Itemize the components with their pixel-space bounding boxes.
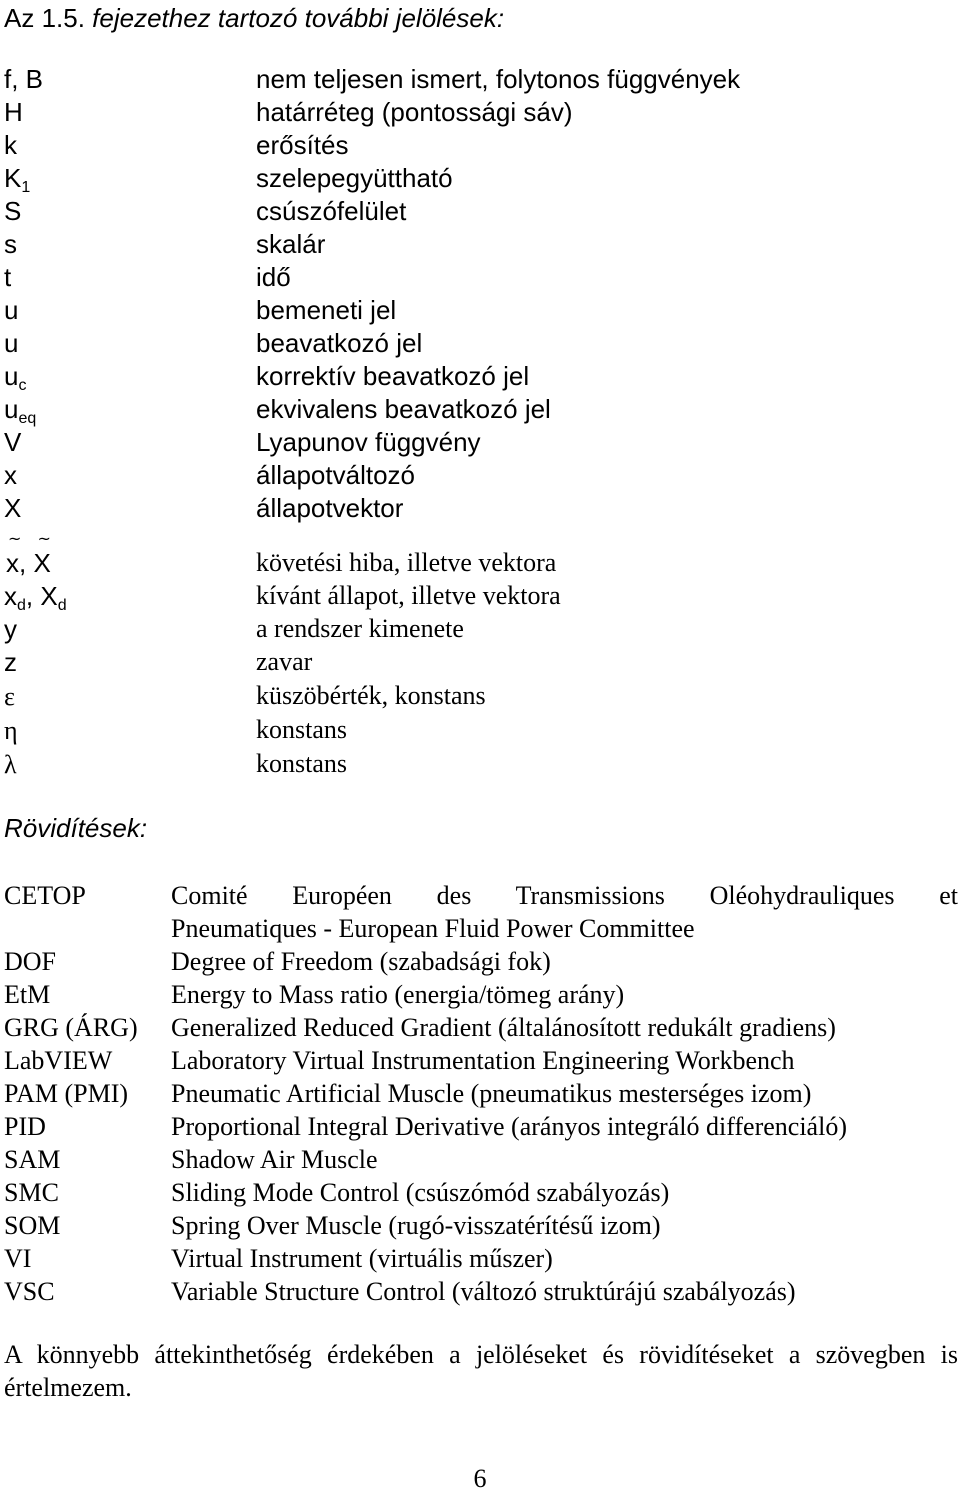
symbol-description: szelepegyüttható [256,163,453,193]
symbol-description: konstans [256,715,347,744]
symbol-description: határréteg (pontossági sáv) [256,97,573,127]
symbol-row [0,748,960,780]
section-heading [4,2,504,35]
symbol-description: erősítés [256,130,349,160]
symbol-row [0,96,960,128]
tilde-accent: ~ [8,529,22,548]
symbol-description: kívánt állapot, illetve vektora [256,581,561,610]
symbol: V [4,427,22,457]
symbol-base: u [4,361,19,391]
symbol-description: Lyapunov függvény [256,427,481,457]
symbol: u [4,328,19,358]
abbreviation: VI [4,1244,32,1273]
abbreviation: EtM [4,980,51,1009]
symbol [4,748,17,781]
symbol-row-desired-state [0,580,960,612]
symbol-row [0,646,960,678]
abbreviation-description-line: Comité Européen des Transmissions Oléohydrauliques et [171,881,958,910]
symbol: k [4,130,17,160]
symbol-description: konstans [256,749,347,778]
symbol-row [0,492,960,524]
symbol [4,393,36,425]
abbreviation: PAM (PMI) [4,1079,129,1108]
abbreviation-description: Sliding Mode Control (csúszómód szabályozás) [171,1178,670,1207]
symbol [6,529,51,579]
abbreviation: LabVIEW [4,1046,113,1075]
symbol-description: beavatkozó jel [256,328,423,358]
symbol-description: követési hiba, illetve vektora [256,548,557,577]
symbol-description: bemeneti jel [256,295,397,325]
abbreviation-description: Generalized Reduced Gradient (általánosított redukált gradiens) [171,1013,836,1042]
symbol-subscript: 1 [21,179,31,196]
abbreviation-description: Variable Structure Control (változó struktúrájú szabályozás) [171,1277,796,1306]
abbreviation-description: Shadow Air Muscle [171,1145,378,1174]
abbreviation-description: Spring Over Muscle (rugó-visszatérítésű izom) [171,1211,661,1240]
symbol-row [0,294,960,326]
symbol: z [4,647,17,677]
abbreviation: SOM [4,1211,61,1240]
symbol: f, B [4,64,44,94]
closing-paragraph [4,1338,958,1404]
symbol-row [0,393,960,425]
symbol-base: X [40,581,58,611]
symbol-row [0,459,960,491]
symbol-row [0,228,960,260]
symbol-row [0,129,960,161]
abbreviations-heading: Rövidítések: [4,813,148,843]
symbol-row [0,327,960,359]
abbreviation: VSC [4,1277,55,1306]
symbol-description: állapotvektor [256,493,404,523]
section-heading-lead: Az 1.5. [4,3,85,33]
symbol-separator: , [25,581,41,611]
symbol-description: idő [256,262,291,292]
symbol-row [0,680,960,712]
abbreviation-row [0,879,960,945]
abbreviation-description: Energy to Mass ratio (energia/tömeg arány) [171,980,625,1009]
symbol-description: zavar [256,647,313,676]
tilde-accent: ~ [37,529,51,548]
symbol-row [0,162,960,194]
symbol-description: nem teljesen ismert, folytonos függvények [256,64,741,94]
abbreviation-description: Laboratory Virtual Instrumentation Engineering Workbench [171,1046,795,1075]
symbol [4,714,18,747]
abbreviation: CETOP [4,881,86,910]
symbol-base: u [4,394,19,424]
abbreviation: GRG (ÁRG) [4,1013,138,1042]
abbreviation: DOF [4,947,57,976]
symbol-description: korrektív beavatkozó jel [256,361,530,391]
symbol: t [4,262,12,292]
symbol-subscript: eq [18,410,37,427]
symbol-base: K [4,163,22,193]
symbol-subscript: d [57,597,67,614]
symbol-subscript: d [17,597,26,614]
page-number: 6 [473,1464,487,1493]
symbol: x [4,460,17,490]
symbol-row [0,360,960,392]
abbreviation-description: Virtual Instrument (virtuális műszer) [171,1244,553,1273]
symbol-description: skalár [256,229,326,259]
symbol-row [0,63,960,95]
abbreviation: PID [4,1112,46,1141]
symbol [4,162,30,194]
symbol-greek: ε [4,682,15,711]
symbol-subscript: c [18,377,27,394]
symbol-base: x [6,548,19,578]
symbol-row [0,195,960,227]
symbol: X [4,493,22,523]
symbol-row [0,261,960,293]
symbol-base: x [4,581,17,611]
section-heading-text: fejezethez tartozó további jelölések: [84,3,505,33]
symbol: s [4,229,17,259]
symbol [4,360,26,392]
symbol: y [4,614,17,644]
abbreviation: SMC [4,1178,59,1207]
symbol-description: ekvivalens beavatkozó jel [256,394,551,424]
symbol-description: csúszófelület [256,196,407,226]
symbol [4,680,15,713]
symbol: H [4,97,23,127]
symbol-greek: λ [4,750,17,779]
symbol-row [0,613,960,645]
abbreviation-description [171,879,958,945]
symbol-separator: , [19,548,34,578]
closing-paragraph-line: értelmezem. [4,1373,132,1402]
closing-paragraph-line: A könnyebb áttekinthetőség érdekében a jelöléseket és rövidítéseket a szövegben is [4,1340,958,1369]
symbol-greek: η [4,716,18,745]
symbol-row-tracking-error [0,529,960,579]
symbol-base: X [33,548,51,578]
symbol [4,580,67,612]
abbreviation-description: Pneumatic Artificial Muscle (pneumatikus mesterséges izom) [171,1079,812,1108]
symbol-row [0,426,960,458]
abbreviation-description: Proportional Integral Derivative (arányos integráló differenciáló) [171,1112,847,1141]
symbol-description: a rendszer kimenete [256,614,464,643]
symbol-row [0,714,960,746]
symbol-description: küszöbérték, konstans [256,681,486,710]
symbol-description: állapotváltozó [256,460,415,490]
abbreviation: SAM [4,1145,61,1174]
symbol: S [4,196,22,226]
symbol: u [4,295,19,325]
abbreviation-description-line: Pneumatiques - European Fluid Power Committee [171,914,695,943]
abbreviation-description: Degree of Freedom (szabadsági fok) [171,947,551,976]
